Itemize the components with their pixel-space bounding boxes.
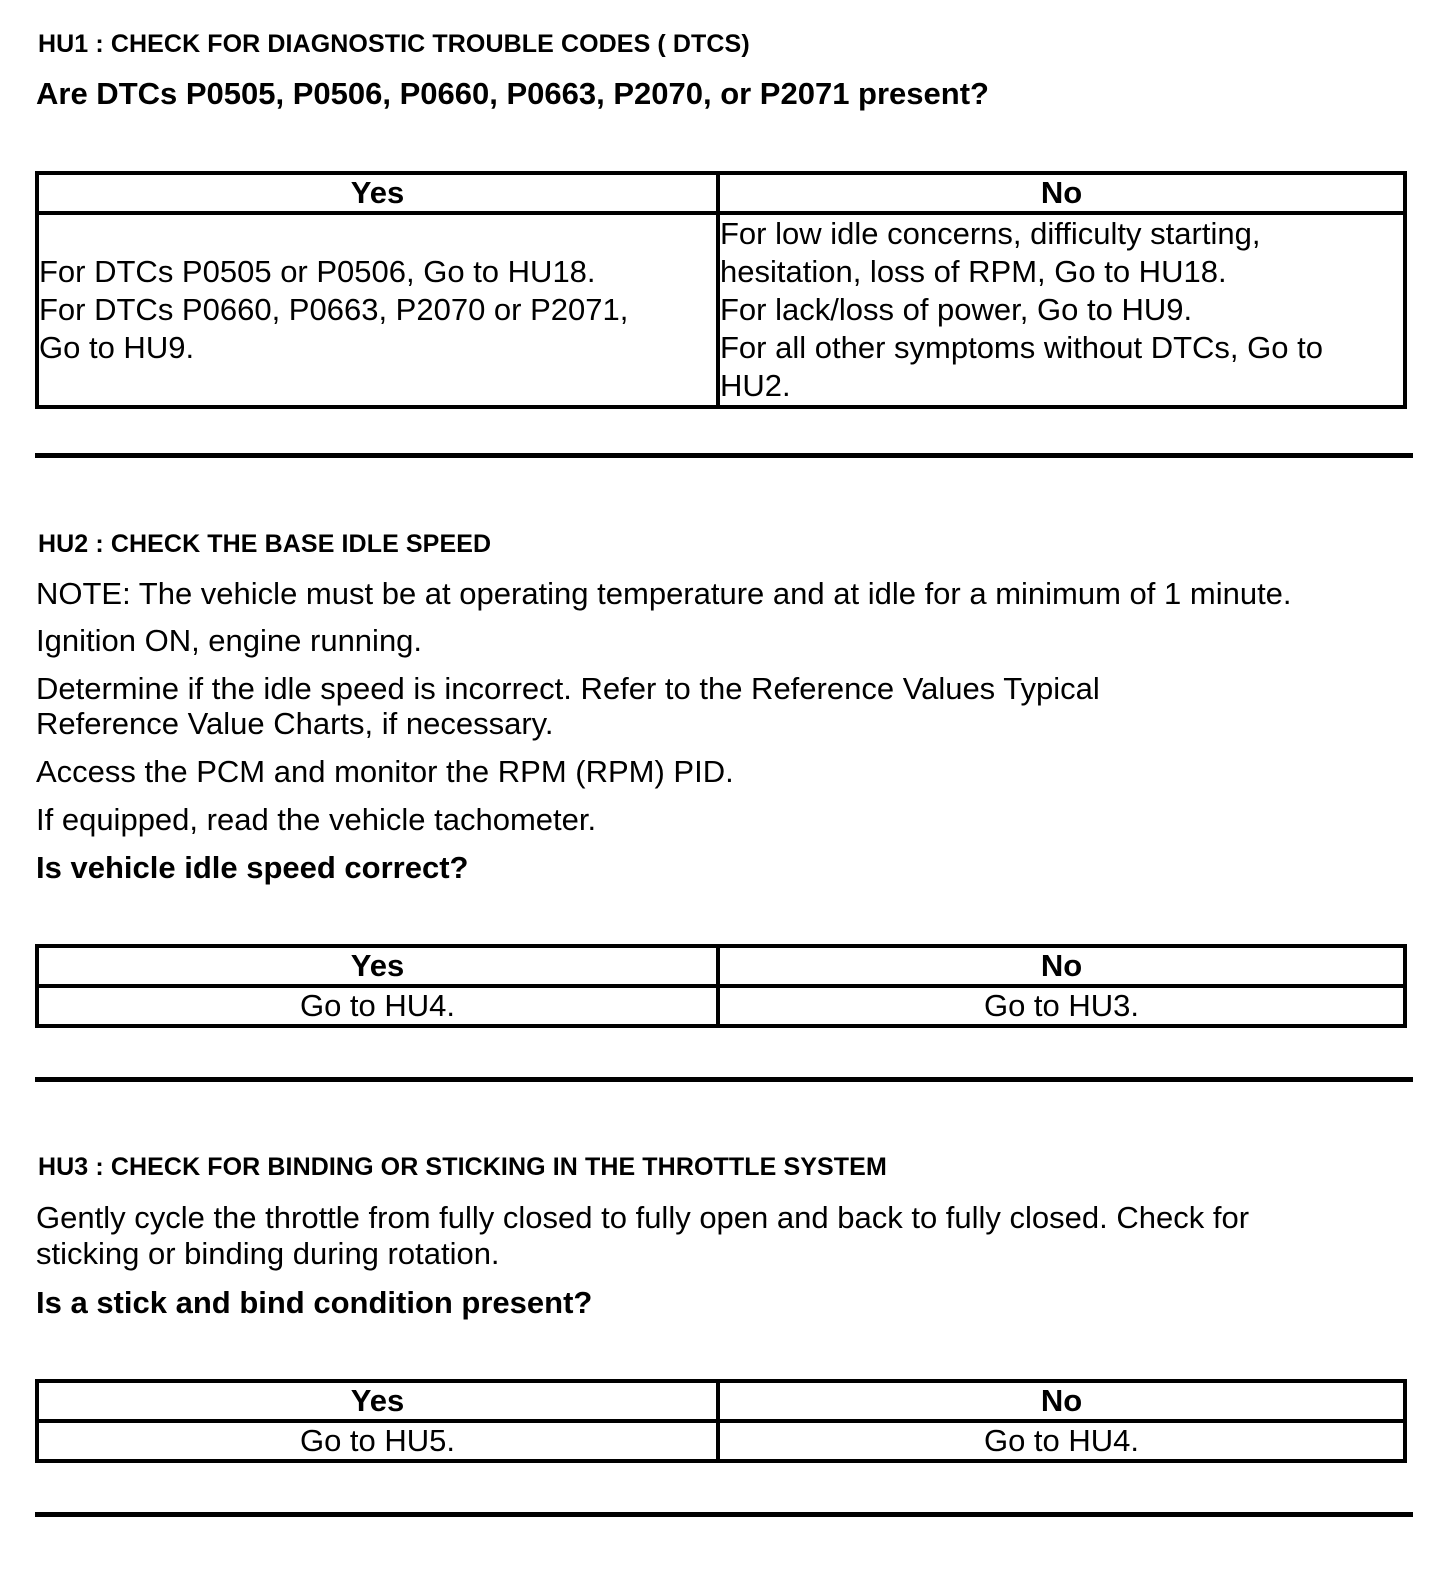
hu1-no-line: For all other symptoms without DTCs, Go to <box>720 330 1323 365</box>
hu2-note: NOTE: The vehicle must be at operating temperature and at idle for a minimum of 1 minute. <box>36 576 1292 611</box>
section-divider <box>35 1512 1413 1517</box>
hu2-heading: HU2 : CHECK THE BASE IDLE SPEED <box>38 530 492 558</box>
hu2-access: Access the PCM and monitor the RPM (RPM) PID. <box>36 754 734 789</box>
hu2-question: Is vehicle idle speed correct? <box>36 850 469 885</box>
hu1-yes-header: Yes <box>37 173 718 213</box>
hu3-instruction-line2: sticking or binding during rotation. <box>36 1236 500 1271</box>
hu1-yes-line: Go to HU9. <box>39 330 195 365</box>
hu3-decision-table <box>35 1379 1407 1463</box>
hu2-determine-line1: Determine if the idle speed is incorrect. Refer to the Reference Values Typical <box>36 671 1100 706</box>
hu2-no-value: Go to HU3. <box>718 986 1405 1026</box>
hu2-decision-table <box>35 944 1407 1028</box>
hu1-no-line: For low idle concerns, difficulty starting, <box>720 216 1261 251</box>
hu1-yes-line: For DTCs P0505 or P0506, Go to HU18. <box>39 254 596 289</box>
hu1-decision-table <box>35 171 1407 409</box>
hu1-no-cell <box>718 213 1405 407</box>
hu3-no-header: No <box>718 1381 1405 1421</box>
hu1-yes-cell <box>37 213 718 407</box>
hu2-determine-line2: Reference Value Charts, if necessary. <box>36 706 554 741</box>
hu3-instruction-line1: Gently cycle the throttle from fully closed to fully open and back to fully closed. Check for <box>36 1200 1250 1235</box>
hu1-no-line: HU2. <box>720 368 791 403</box>
section-divider <box>35 1077 1413 1082</box>
hu1-heading: HU1 : CHECK FOR DIAGNOSTIC TROUBLE CODES ( DTCS) <box>38 30 750 58</box>
hu1-yes-line: For DTCs P0660, P0663, P2070 or P2071, <box>39 292 629 327</box>
hu1-question: Are DTCs P0505, P0506, P0660, P0663, P2070, or P2071 present? <box>36 76 989 111</box>
hu3-heading: HU3 : CHECK FOR BINDING OR STICKING IN THE THROTTLE SYSTEM <box>38 1153 887 1181</box>
hu1-no-line: For lack/loss of power, Go to HU9. <box>720 292 1193 327</box>
hu3-question: Is a stick and bind condition present? <box>36 1285 593 1320</box>
hu1-no-line: hesitation, loss of RPM, Go to HU18. <box>720 254 1227 289</box>
hu2-ignition: Ignition ON, engine running. <box>36 623 423 658</box>
section-divider <box>35 453 1413 458</box>
hu2-no-header: No <box>718 946 1405 986</box>
hu2-yes-header: Yes <box>37 946 718 986</box>
hu2-equipped: If equipped, read the vehicle tachometer. <box>36 802 597 837</box>
hu3-yes-header: Yes <box>37 1381 718 1421</box>
hu1-no-header: No <box>718 173 1405 213</box>
hu3-no-value: Go to HU4. <box>718 1421 1405 1461</box>
hu2-yes-value: Go to HU4. <box>37 986 718 1026</box>
hu3-yes-value: Go to HU5. <box>37 1421 718 1461</box>
